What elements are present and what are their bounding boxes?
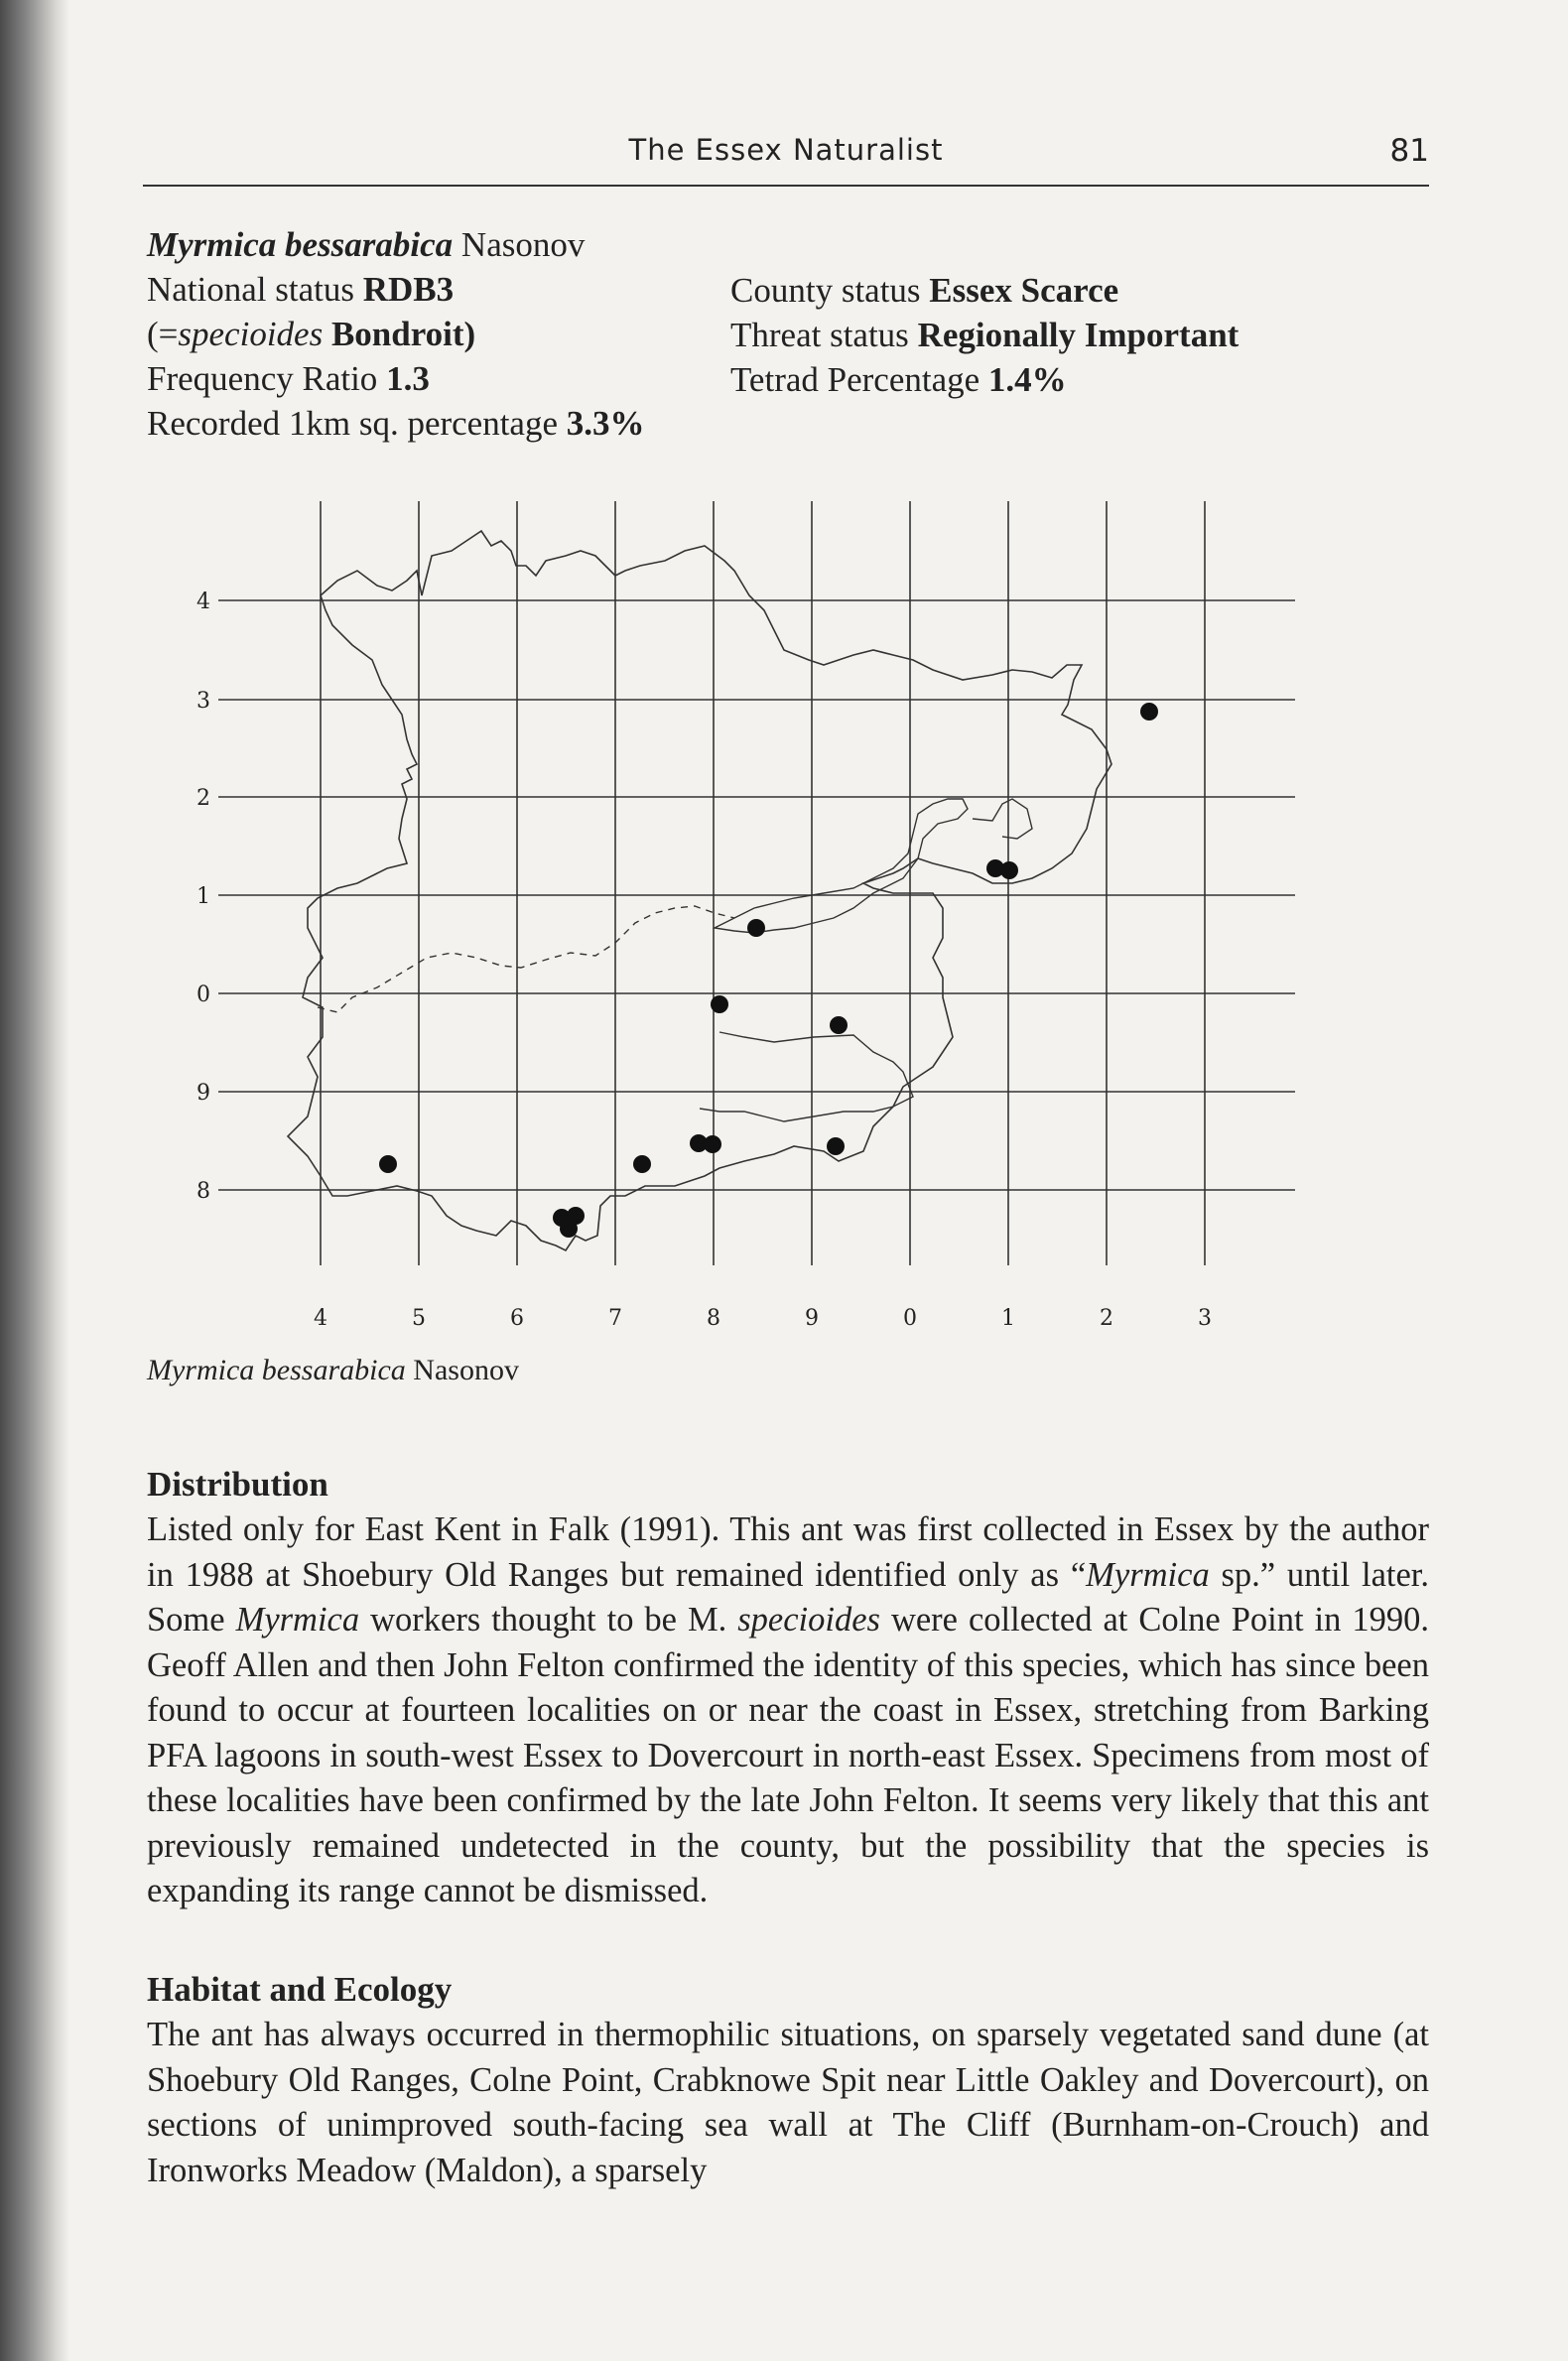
grid-lines xyxy=(218,501,1295,1265)
record-dot xyxy=(379,1155,397,1173)
x-label: 8 xyxy=(707,1306,720,1331)
estuary-outline xyxy=(700,799,1032,1121)
distribution-heading: Distribution xyxy=(147,1465,328,1504)
habitat-section xyxy=(147,1967,1429,2193)
y-label: 9 xyxy=(196,1081,210,1106)
record-dot xyxy=(747,919,765,937)
record-dot xyxy=(704,1135,721,1153)
y-axis-labels xyxy=(196,590,210,1204)
threat-status: Threat status Regionally Important xyxy=(730,316,1240,354)
x-label: 4 xyxy=(314,1306,327,1331)
record-dot xyxy=(1000,861,1018,879)
record-dot xyxy=(633,1155,651,1173)
y-label: 8 xyxy=(196,1179,210,1204)
county-status-block xyxy=(730,268,1239,402)
y-label: 4 xyxy=(196,590,210,614)
y-label: 0 xyxy=(196,983,210,1007)
distribution-section xyxy=(147,1462,1429,1914)
species-name: Myrmica bessarabica Nasonov xyxy=(147,225,586,264)
national-status: National status RDB3 xyxy=(147,270,455,309)
y-label: 1 xyxy=(196,884,210,909)
y-label: 3 xyxy=(196,689,210,714)
y-label: 2 xyxy=(196,786,210,811)
x-label: 9 xyxy=(805,1306,819,1331)
habitat-paragraph: The ant has always occurred in thermophilic situations, on sparsely vegetated sand dune (at Shoebury Old Ranges, Colne Point, Crabknowe Spit near Little Oakley and Dovercourt), on sections of unimproved south-facing sea wall at The Cliff (Burnham-on-Crouch) and Ironworks Meadow (Maldon), a sparsely xyxy=(147,2016,1429,2189)
x-label: 5 xyxy=(412,1306,426,1331)
x-axis-labels xyxy=(314,1306,1212,1331)
book-spine-shadow xyxy=(0,0,69,2361)
frequency-ratio: Frequency Ratio 1.3 xyxy=(147,359,430,398)
county-status: County status Essex Scarce xyxy=(730,271,1119,310)
distribution-paragraph: Listed only for East Kent in Falk (1991). This ant was first collected in Essex by the author in 1988 at Shoebury Old Ranges but remained identified only as “Myrmica sp.” until later. Some Myrmica workers thought to be M. specioides were collected at Colne Point in 1990. Geoff Allen and then John Felton confirmed the identity of this species, which has since been found to occur at fourteen localities on or near the coast in Essex, stretching from Barking PFA lagoons in south-west Essex to Dovercourt in north-east Essex. Specimens from most of these localities have been confirmed by the late John Felton. It seems very likely that this ant previously remained undetected in the county, but the possibility that the species is expanding its range cannot be dismissed. xyxy=(147,1510,1429,1909)
x-label: 1 xyxy=(1001,1306,1015,1331)
x-label: 2 xyxy=(1100,1306,1113,1331)
species-info xyxy=(147,222,645,446)
record-dot xyxy=(1140,703,1158,721)
habitat-heading: Habitat and Ecology xyxy=(147,1970,453,2009)
x-label: 7 xyxy=(608,1306,622,1331)
x-label: 0 xyxy=(903,1306,917,1331)
x-label: 6 xyxy=(510,1306,524,1331)
tetrad-percentage: Tetrad Percentage 1.4% xyxy=(730,360,1067,399)
page-number: 81 xyxy=(1389,133,1429,169)
record-dot xyxy=(711,995,728,1013)
synonym: (=specioides Bondroit) xyxy=(147,315,476,353)
map-caption: Myrmica bessarabica Nasonov xyxy=(147,1354,519,1386)
record-dot xyxy=(560,1220,578,1238)
page-header xyxy=(143,129,1429,187)
distribution-map xyxy=(179,501,1320,1340)
record-dot xyxy=(827,1137,845,1155)
journal-title: The Essex Naturalist xyxy=(628,133,944,167)
record-dots xyxy=(379,703,1158,1238)
x-label: 3 xyxy=(1198,1306,1212,1331)
record-dot xyxy=(830,1016,848,1034)
county-boundary-dashed xyxy=(318,906,734,1012)
recorded-percentage: Recorded 1km sq. percentage 3.3% xyxy=(147,404,645,443)
